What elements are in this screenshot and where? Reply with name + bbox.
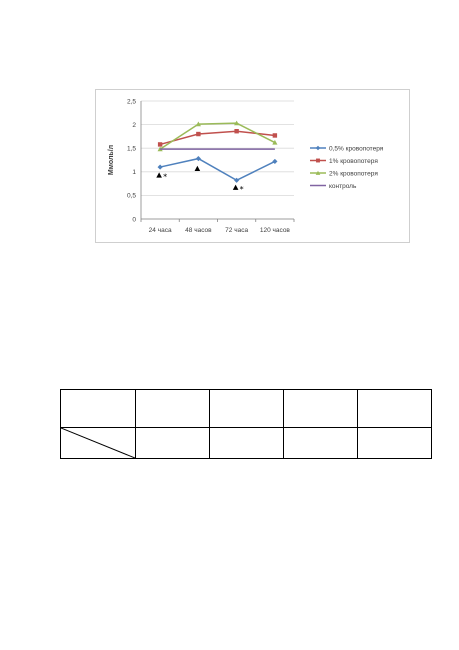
data-point	[316, 146, 321, 151]
table-cell	[136, 428, 210, 459]
table-cell	[136, 390, 210, 428]
data-point	[273, 133, 277, 137]
table-cell	[358, 390, 432, 428]
y-tick-label: 1	[132, 169, 136, 177]
significance-triangle	[156, 172, 162, 177]
table-row	[61, 428, 432, 459]
table-cell	[210, 428, 284, 459]
series-line	[160, 123, 275, 149]
y-tick-label: 0,5	[126, 192, 136, 200]
data-point	[316, 159, 320, 163]
data-point	[158, 164, 163, 169]
x-tick-label: 120 часов	[259, 227, 290, 234]
legend-label: 2% кровопотеря	[329, 170, 378, 178]
legend	[310, 145, 384, 190]
line-chart	[96, 90, 409, 242]
x-tick-label: 24 часа	[148, 227, 172, 234]
empty-table	[60, 389, 432, 459]
legend-label: 0,5% кровопотеря	[329, 145, 384, 153]
table-cell	[284, 390, 358, 428]
y-tick-label: 1,5	[126, 145, 136, 153]
series-lines	[158, 121, 278, 183]
data-point	[234, 129, 238, 133]
grid-lines	[141, 101, 294, 222]
y-tick-label: 2	[132, 121, 136, 129]
y-tick-labels	[127, 98, 136, 223]
significance-triangle	[233, 185, 239, 190]
table-cell	[284, 428, 358, 459]
significance-star: *	[163, 172, 168, 182]
legend-label: 1% кровопотеря	[329, 157, 378, 165]
table-cell	[358, 428, 432, 459]
data-point	[158, 142, 162, 146]
chart-frame	[95, 89, 410, 243]
y-tick-label: 2,5	[126, 98, 136, 106]
legend-label: контроль	[329, 182, 357, 190]
significance-triangle	[195, 166, 201, 171]
x-tick-label: 48 часов	[185, 227, 212, 234]
data-point	[196, 132, 200, 136]
x-tick-label: 72 часа	[225, 227, 249, 234]
table-cell	[210, 390, 284, 428]
significance-star: *	[239, 184, 244, 194]
y-tick-label: 0	[132, 216, 136, 224]
data-point	[272, 159, 277, 164]
diagonal-divider	[61, 428, 135, 458]
x-tick-labels	[149, 227, 291, 234]
y-axis-title: Ммоль/л	[108, 144, 115, 176]
table-row	[61, 390, 432, 428]
significance-markers	[156, 166, 243, 194]
table-cell-diagonal	[61, 428, 136, 459]
series-line	[160, 159, 275, 181]
table-cell	[61, 390, 136, 428]
